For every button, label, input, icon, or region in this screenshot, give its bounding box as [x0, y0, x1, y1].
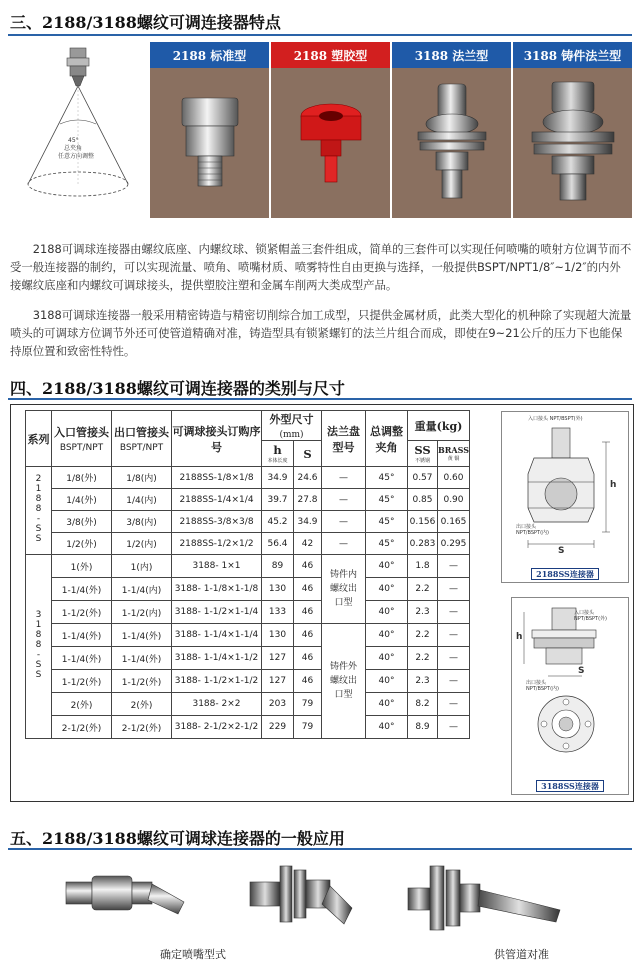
- cell-outlet: 2(外): [112, 693, 172, 716]
- diagram1-inlet-label: 入口接头 NPT/BSPT(外): [528, 416, 583, 422]
- cell-flange: —: [322, 511, 366, 533]
- cell-flange-internal: 铸件内螺纹出口型: [322, 555, 366, 624]
- cell-inlet: 1-1/4(外): [52, 624, 112, 647]
- cell-ss: 2.2: [408, 578, 438, 601]
- th-flange: 法兰盘型号: [322, 411, 366, 467]
- spray-cone-illustration: [10, 44, 147, 212]
- flange-nozzle-icon: [240, 852, 370, 942]
- section4-rule: [8, 398, 632, 400]
- cell-angle: 45°: [366, 467, 408, 489]
- th-brass: BRASS 黄 铜: [438, 441, 470, 467]
- cell-ss: 0.57: [408, 467, 438, 489]
- cell-ss: 2.3: [408, 670, 438, 693]
- cell-angle: 40°: [366, 693, 408, 716]
- table-row: [26, 670, 470, 693]
- cell-ss: 0.85: [408, 489, 438, 511]
- cell-brass: —: [438, 670, 470, 693]
- application-caption-1: 确定喷嘴型式: [160, 948, 226, 961]
- group-2188-label: 2188-SS: [26, 467, 52, 555]
- section5-title: 五、2188/3188螺纹可调球连接器的一般应用: [10, 829, 345, 848]
- cell-brass: 0.295: [438, 533, 470, 555]
- cell-inlet: 1/2(外): [52, 533, 112, 555]
- cell-s: 46: [294, 578, 322, 601]
- th-dimensions: 外型尺寸 (mm): [262, 411, 322, 441]
- spray-label-total: 总夹角: [64, 145, 83, 152]
- nozzle-connector-icon: [60, 856, 220, 936]
- section3-paragraph-1: 2188可调球连接器由螺纹底座、内螺纹球、锁紧帽盖三套件组成，简单的三套件可以实现任何喷嘴的喷射方位调节而不受一般连接器的制约，可以实现流量、喷角、喷嘴材质、喷雾特性自由更换与选择，一般提供BSPT/NPT1/8″~1/2″的内外接螺纹底座和内螺纹可调球接头，提供塑胶注塑和金属车削两大类成型产品。: [10, 242, 632, 292]
- photo-2188-standard: [150, 68, 269, 218]
- cell-h: 130: [262, 624, 294, 647]
- cell-outlet: 1(内): [112, 555, 172, 578]
- cell-order: 2188SS-1/2×1/2: [172, 533, 262, 555]
- cell-s: 46: [294, 624, 322, 647]
- header-3188-flange: 3188 法兰型: [392, 42, 511, 68]
- cell-h: 127: [262, 647, 294, 670]
- cell-h: 133: [262, 601, 294, 624]
- cell-angle: 40°: [366, 647, 408, 670]
- cell-s: 79: [294, 716, 322, 739]
- cell-outlet: 1-1/2(内): [112, 601, 172, 624]
- cell-s: 34.9: [294, 511, 322, 533]
- cell-s: 46: [294, 647, 322, 670]
- cell-brass: —: [438, 555, 470, 578]
- cell-ss: 8.9: [408, 716, 438, 739]
- th-series: 系列: [26, 411, 52, 467]
- spray-cone-icon: [10, 44, 147, 212]
- cell-s: 46: [294, 601, 322, 624]
- section3-title: 三、2188/3188螺纹可调连接器特点: [10, 13, 281, 32]
- cell-brass: —: [438, 647, 470, 670]
- cell-order: 3188- 2-1/2×2-1/2: [172, 716, 262, 739]
- th-ss: SS 不锈钢: [408, 441, 438, 467]
- cell-h: 45.2: [262, 511, 294, 533]
- application-caption-2: 供管道对准: [494, 948, 549, 961]
- cell-s: 42: [294, 533, 322, 555]
- cell-angle: 45°: [366, 511, 408, 533]
- plastic-connector-icon: [291, 88, 371, 198]
- header-3188-cast-flange: 3188 铸件法兰型: [513, 42, 632, 68]
- product-header-row: [150, 42, 632, 68]
- cell-order: 2188SS-1/4×1/4: [172, 489, 262, 511]
- table-row: [26, 555, 470, 578]
- cell-inlet: 2(外): [52, 693, 112, 716]
- section5-rule: [8, 848, 632, 850]
- diagram2-inlet-label: 入口接头 NPT/BSPT(外): [574, 610, 607, 622]
- cell-brass: —: [438, 578, 470, 601]
- cell-brass: —: [438, 716, 470, 739]
- cell-inlet: 1-1/4(外): [52, 647, 112, 670]
- table-row: [26, 511, 470, 533]
- diagram1-h-label: h: [610, 480, 617, 490]
- cell-order: 2188SS-3/8×3/8: [172, 511, 262, 533]
- cell-flange: —: [322, 489, 366, 511]
- cell-ss: 2.2: [408, 624, 438, 647]
- th-h: h 本体长度: [262, 441, 294, 467]
- application-photo-1: [60, 856, 220, 936]
- section3-rule: [8, 34, 632, 36]
- diagram-2188ss: [501, 411, 629, 583]
- cell-h: 39.7: [262, 489, 294, 511]
- diagram1-s-label: S: [558, 546, 565, 556]
- header-2188-plastic: 2188 塑胶型: [271, 42, 390, 68]
- cell-flange: —: [322, 467, 366, 489]
- photo-2188-plastic: [271, 68, 390, 218]
- spray-label-adjust: 任意方向调整: [58, 153, 95, 160]
- cell-inlet: 2-1/2(外): [52, 716, 112, 739]
- header-2188-standard: 2188 标准型: [150, 42, 269, 68]
- table-row: [26, 647, 470, 670]
- spec-table-frame: [10, 404, 634, 802]
- cell-s: 46: [294, 555, 322, 578]
- cell-order: 3188- 1-1/4×1-1/2: [172, 647, 262, 670]
- cell-h: 56.4: [262, 533, 294, 555]
- cast-flange-connector-icon: [528, 78, 618, 208]
- table-row: [26, 624, 470, 647]
- cell-inlet: 1-1/2(外): [52, 601, 112, 624]
- cell-outlet: 1/8(内): [112, 467, 172, 489]
- group-3188-label: 3188-SS: [26, 555, 52, 739]
- cell-outlet: 1/2(内): [112, 533, 172, 555]
- cell-inlet: 3/8(外): [52, 511, 112, 533]
- cell-brass: —: [438, 601, 470, 624]
- cell-h: 130: [262, 578, 294, 601]
- cell-angle: 40°: [366, 601, 408, 624]
- cell-angle: 45°: [366, 533, 408, 555]
- cell-ss: 2.3: [408, 601, 438, 624]
- th-inlet: 入口管接头 BSPT/NPT: [52, 411, 112, 467]
- cell-outlet: 1-1/4(外): [112, 624, 172, 647]
- cell-h: 127: [262, 670, 294, 693]
- cell-flange-external: 铸件外螺纹出口型: [322, 624, 366, 739]
- section3-paragraph-2: 3188可调球连接器一般采用精密铸造与精密切削综合加工成型，只提供金属材质，此类大型化的机种除了实现超大流量喷头的可调球方位调节外还可使管道精确对准，铸造型具有锁紧螺钉的法兰片组合而成，即使在9~21公斤的压力下也能保持原位置和致密性特性。: [10, 308, 632, 358]
- cell-brass: 0.90: [438, 489, 470, 511]
- application-photo-3: [400, 852, 570, 942]
- th-outlet: 出口管接头 BSPT/NPT: [112, 411, 172, 467]
- cell-s: 27.8: [294, 489, 322, 511]
- th-s: S: [294, 441, 322, 467]
- cell-angle: 40°: [366, 716, 408, 739]
- cell-outlet: 1-1/4(外): [112, 647, 172, 670]
- diagram2-outlet-label: 出口接头 NPT/BSPT(内): [526, 680, 559, 692]
- diagram2-s-label: S: [578, 666, 585, 676]
- cell-s: 46: [294, 670, 322, 693]
- cell-inlet: 1/4(外): [52, 489, 112, 511]
- cell-brass: 0.165: [438, 511, 470, 533]
- cell-order: 3188- 1-1/8×1-1/8: [172, 578, 262, 601]
- table-row: [26, 693, 470, 716]
- cell-outlet: 1/4(内): [112, 489, 172, 511]
- product-photo-row: [150, 68, 632, 218]
- application-photo-2: [240, 852, 370, 942]
- th-weight: 重量(kg): [408, 411, 470, 441]
- flange-connector-icon: [412, 78, 492, 208]
- photo-3188-cast-flange: [513, 68, 632, 218]
- table-row: [26, 533, 470, 555]
- metal-connector-icon: [170, 88, 250, 198]
- cell-order: 3188- 1-1/2×1-1/2: [172, 670, 262, 693]
- cell-brass: —: [438, 624, 470, 647]
- spec-table: [25, 410, 470, 739]
- cell-outlet: 1-1/2(外): [112, 670, 172, 693]
- cell-ss: 2.2: [408, 647, 438, 670]
- diagram2-h-label: h: [516, 632, 523, 642]
- cell-inlet: 1/8(外): [52, 467, 112, 489]
- cell-outlet: 2-1/2(外): [112, 716, 172, 739]
- cell-inlet: 1-1/2(外): [52, 670, 112, 693]
- cell-inlet: 1(外): [52, 555, 112, 578]
- cell-h: 89: [262, 555, 294, 578]
- cell-s: 79: [294, 693, 322, 716]
- table-row: [26, 578, 470, 601]
- diagram2-caption: 3188SS连接器: [512, 781, 628, 792]
- cell-ss: 0.283: [408, 533, 438, 555]
- cell-order: 2188SS-1/8×1/8: [172, 467, 262, 489]
- cell-ss: 0.156: [408, 511, 438, 533]
- cell-angle: 40°: [366, 670, 408, 693]
- cell-ss: 8.2: [408, 693, 438, 716]
- table-row: [26, 601, 470, 624]
- photo-3188-flange: [392, 68, 511, 218]
- diagram1-outlet-label: 出口接头 NPT/BSPT(内): [516, 524, 549, 536]
- table-row: [26, 467, 470, 489]
- th-angle: 总调整夹角: [366, 411, 408, 467]
- cell-h: 229: [262, 716, 294, 739]
- diagram1-caption: 2188SS连接器: [502, 569, 628, 580]
- cell-h: 203: [262, 693, 294, 716]
- cell-order: 3188- 1-1/4×1-1/4: [172, 624, 262, 647]
- cell-order: 3188- 1-1/2×1-1/4: [172, 601, 262, 624]
- cell-angle: 40°: [366, 624, 408, 647]
- cell-brass: 0.60: [438, 467, 470, 489]
- diagram-3188ss: [511, 597, 629, 795]
- cell-ss: 1.8: [408, 555, 438, 578]
- cell-h: 34.9: [262, 467, 294, 489]
- cell-brass: —: [438, 693, 470, 716]
- cell-inlet: 1-1/4(外): [52, 578, 112, 601]
- cell-order: 3188- 2×2: [172, 693, 262, 716]
- cell-angle: 40°: [366, 578, 408, 601]
- th-order-no: 可调球接头订购序号: [172, 411, 262, 467]
- cell-angle: 40°: [366, 555, 408, 578]
- section4-title: 四、2188/3188螺纹可调连接器的类别与尺寸: [10, 379, 345, 398]
- cell-angle: 45°: [366, 489, 408, 511]
- pipe-alignment-icon: [400, 852, 570, 942]
- cell-order: 3188- 1×1: [172, 555, 262, 578]
- cell-outlet: 3/8(内): [112, 511, 172, 533]
- cell-outlet: 1-1/4(内): [112, 578, 172, 601]
- table-row: [26, 716, 470, 739]
- spray-label-angle: 45°: [68, 137, 79, 144]
- cell-s: 24.6: [294, 467, 322, 489]
- cell-flange: —: [322, 533, 366, 555]
- table-row: [26, 489, 470, 511]
